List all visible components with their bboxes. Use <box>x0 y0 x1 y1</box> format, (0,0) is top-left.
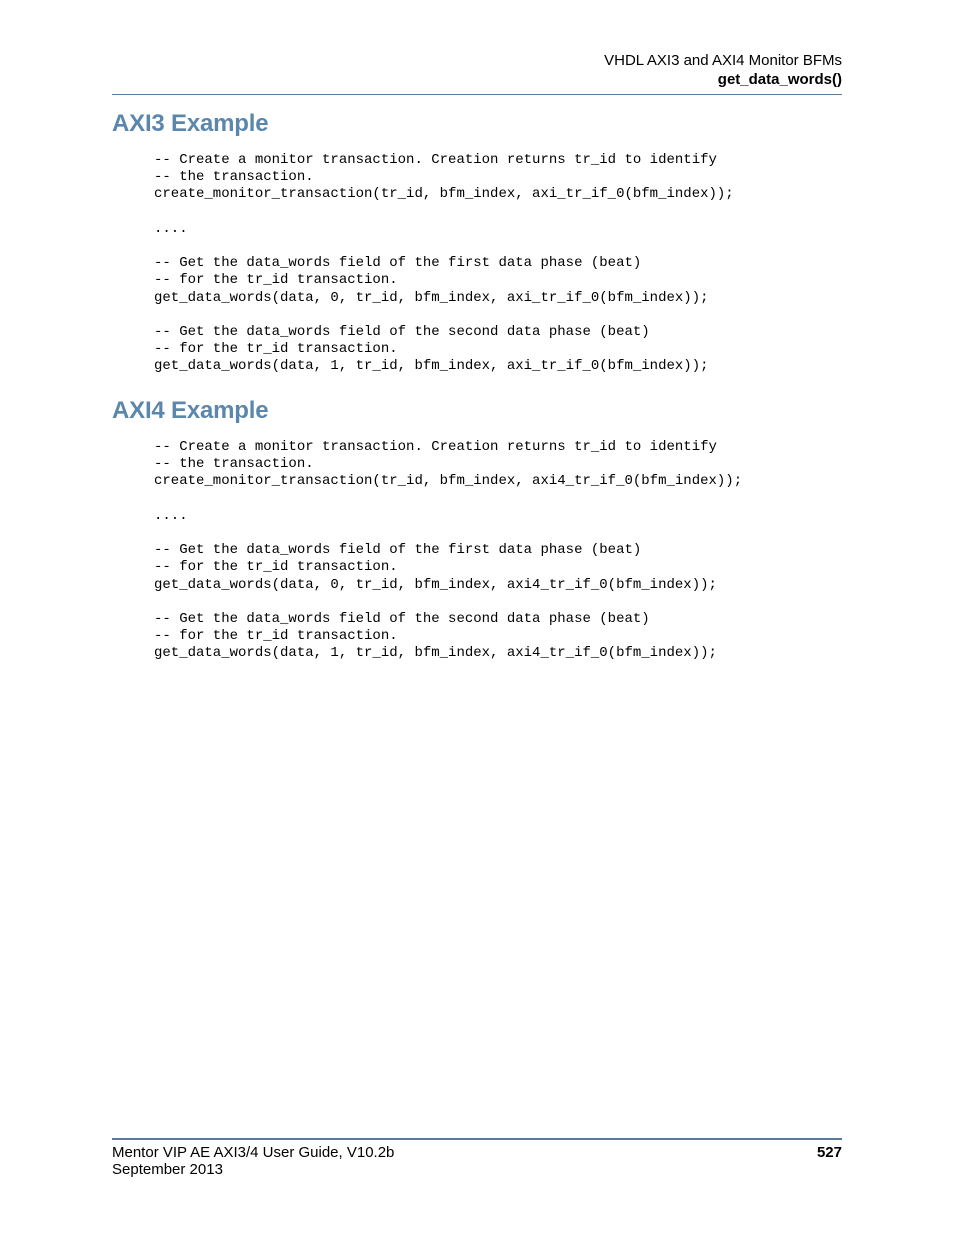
chapter-title: VHDL AXI3 and AXI4 Monitor BFMs <box>604 52 842 69</box>
footer-divider <box>112 1138 842 1140</box>
header-divider <box>112 94 842 95</box>
axi4-example-code: -- Create a monitor transaction. Creation returns tr_id to identify -- the transaction. create_monitor_transaction(tr_id, bfm_index, axi4_tr_if_0(bfm_index)); .... -- Get the data_words field of the first data phase (beat) -- for the tr_id transaction. get_data_words(data, 0, tr_id, bfm_index, axi4_tr_if_0(bfm_index)); -- Get the data_words field of the second data phase (beat) -- for the tr_id transaction. get_data_words(data, 1, tr_id, bfm_index, axi4_tr_if_0(bfm_index)); <box>154 439 743 662</box>
page-number: 527 <box>816 1144 842 1161</box>
footer-date: September 2013 <box>112 1161 223 1178</box>
footer-guide-title: Mentor VIP AE AXI3/4 User Guide, V10.2b <box>112 1144 395 1161</box>
axi3-example-heading: AXI3 Example <box>112 110 269 137</box>
section-title: get_data_words() <box>717 71 842 88</box>
footer-info <box>112 1144 394 1178</box>
axi3-example-code: -- Create a monitor transaction. Creation returns tr_id to identify -- the transaction. create_monitor_transaction(tr_id, bfm_index, axi_tr_if_0(bfm_index)); .... -- Get the data_words field of the first data phase (beat) -- for the tr_id transaction. get_data_words(data, 0, tr_id, bfm_index, axi_tr_if_0(bfm_index)); -- Get the data_words field of the second data phase (beat) -- for the tr_id transaction. get_data_words(data, 1, tr_id, bfm_index, axi_tr_if_0(bfm_index)); <box>154 152 734 375</box>
running-header <box>604 51 842 89</box>
axi4-example-heading: AXI4 Example <box>112 397 269 424</box>
